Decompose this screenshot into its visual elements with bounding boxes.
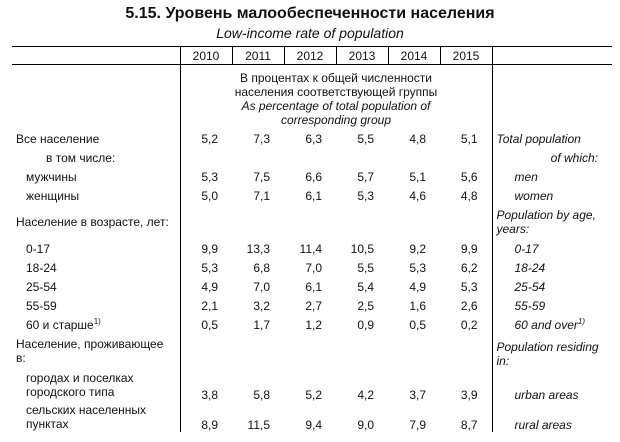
cell-value: 5,1 xyxy=(460,131,478,146)
cell-value: 1,7 xyxy=(253,317,270,332)
cell-value: 8,9 xyxy=(180,402,232,432)
row-label-ru-cell xyxy=(12,315,180,334)
cell-value: 11,5 xyxy=(247,418,270,432)
cell-value: 5,3 xyxy=(460,279,478,294)
row-label-ru: в том числе: xyxy=(46,150,116,165)
footnote-mark: 1) xyxy=(93,316,101,326)
row-label-en: Population by age, years: xyxy=(492,205,612,239)
table-row xyxy=(12,167,612,186)
year-header: 2014 xyxy=(388,47,440,65)
cell-value: 6,8 xyxy=(253,260,270,275)
cell-value: 6,2 xyxy=(460,260,478,275)
cell-value: 7,3 xyxy=(253,131,270,146)
cell-value: 2,5 xyxy=(357,298,374,313)
table-row xyxy=(12,368,612,402)
row-label-en: rural areas xyxy=(492,402,612,432)
cell-value: 5,1 xyxy=(409,169,426,184)
units-note-en: As percentage of total population of corresponding group xyxy=(241,99,431,127)
cell-value: 5,8 xyxy=(253,388,270,402)
cell-value: 6,1 xyxy=(305,188,322,203)
cell-value: 7,0 xyxy=(305,260,322,275)
cell-value: 2,1 xyxy=(180,296,232,315)
row-label-ru: 18-24 xyxy=(26,260,57,275)
cell-value: 0,2 xyxy=(460,317,478,332)
cell-value: 9,0 xyxy=(357,418,374,432)
row-label-en: 55-59 xyxy=(492,296,612,315)
table-row xyxy=(12,239,612,258)
row-label-ru: Население в возрасте, лет: xyxy=(16,215,169,229)
row-label-en: 60 and over xyxy=(514,317,578,332)
cell-value: 5,6 xyxy=(460,169,478,184)
cell-value: 9,9 xyxy=(460,241,478,256)
cell-value: 0,9 xyxy=(357,317,374,332)
cell-value: 4,2 xyxy=(357,388,374,402)
cell-value: 8,7 xyxy=(460,418,478,432)
table-row xyxy=(12,205,612,239)
row-label-en: 0-17 xyxy=(492,239,612,258)
cell-value: 6,6 xyxy=(305,169,322,184)
table-title: 5.15. Уровень малообеспеченности населения xyxy=(125,5,495,22)
table-row xyxy=(12,277,612,296)
table-row xyxy=(12,296,612,315)
cell-value: 4,6 xyxy=(409,188,426,203)
cell-value: 7,9 xyxy=(409,418,426,432)
cell-value: 3,8 xyxy=(180,368,232,402)
cell-value: 2,6 xyxy=(460,298,478,313)
cell-value: 5,3 xyxy=(180,258,232,277)
row-label-ru: 0-17 xyxy=(26,241,51,256)
row-label-ru: 60 и старше xyxy=(26,317,94,332)
cell-value: 1,6 xyxy=(409,298,426,313)
cell-value: 5,7 xyxy=(357,169,374,184)
cell-value: 4,8 xyxy=(409,131,426,146)
cell-value: 5,3 xyxy=(409,260,426,275)
cell-value: 5,3 xyxy=(357,188,374,203)
row-label-en-cell xyxy=(492,315,612,334)
row-label-ru: сельских населенных пунктах xyxy=(26,403,146,431)
cell-value: 5,4 xyxy=(357,279,374,294)
row-label-en: urban areas xyxy=(492,368,612,402)
year-header: 2013 xyxy=(336,47,388,65)
row-label-ru: мужчины xyxy=(26,169,77,184)
table-subtitle: Low-income rate of population xyxy=(216,25,404,41)
row-label-en: women xyxy=(492,186,612,205)
table-row xyxy=(12,258,612,277)
cell-value: 7,1 xyxy=(253,188,270,203)
cell-value: 9,4 xyxy=(305,418,322,432)
table-row xyxy=(12,186,612,205)
header-blank-right xyxy=(492,47,612,65)
cell-value: 5,2 xyxy=(180,129,232,148)
year-header: 2012 xyxy=(284,47,336,65)
table-row xyxy=(12,148,612,167)
row-label-ru: 25-54 xyxy=(26,279,57,294)
cell-value: 2,7 xyxy=(305,298,322,313)
cell-value: 6,1 xyxy=(305,279,322,294)
cell-value: 7,5 xyxy=(253,169,270,184)
footnote-mark: 1) xyxy=(577,316,586,326)
year-header: 2015 xyxy=(440,47,492,65)
cell-value: 5,5 xyxy=(357,131,374,146)
row-label-ru: 55-59 xyxy=(26,298,57,313)
cell-value: 5,5 xyxy=(357,260,374,275)
cell-value: 11,4 xyxy=(299,241,322,256)
row-label-en: of which: xyxy=(492,148,612,167)
cell-value: 0,5 xyxy=(180,315,232,334)
table-row xyxy=(12,334,612,368)
cell-value: 5,0 xyxy=(180,186,232,205)
cell-value: 3,7 xyxy=(409,388,426,402)
row-label-en: men xyxy=(492,167,612,186)
row-label-en: 18-24 xyxy=(492,258,612,277)
table-row xyxy=(12,402,612,432)
cell-value: 3,2 xyxy=(253,298,270,313)
low-income-table xyxy=(12,46,612,432)
table-row xyxy=(12,315,612,334)
cell-value: 0,5 xyxy=(409,317,426,332)
cell-value: 4,9 xyxy=(180,277,232,296)
units-note-row xyxy=(12,65,612,130)
row-label-en: Population residing in: xyxy=(492,334,612,368)
cell-value: 9,2 xyxy=(409,241,426,256)
table-row xyxy=(12,129,612,148)
cell-value: 4,8 xyxy=(460,188,478,203)
cell-value: 5,3 xyxy=(180,167,232,186)
header-row xyxy=(12,47,612,65)
cell-value: 10,5 xyxy=(350,241,374,256)
row-label-en: Total population xyxy=(492,129,612,148)
cell-value: 6,3 xyxy=(305,131,322,146)
year-header: 2011 xyxy=(232,47,284,65)
cell-value: 4,9 xyxy=(409,279,426,294)
cell-value: 1,2 xyxy=(305,317,322,332)
row-label-ru: городах и поселках городского типа xyxy=(26,371,134,399)
year-header: 2010 xyxy=(180,47,232,65)
cell-value: 13,3 xyxy=(246,241,270,256)
row-label-ru: Население, проживающее в: xyxy=(16,337,164,365)
row-label-ru: Все население xyxy=(16,131,100,146)
cell-value: 5,2 xyxy=(305,388,322,402)
units-note-ru: В процентах к общей численности населения соответствующей группы xyxy=(234,71,438,99)
row-label-en: 25-54 xyxy=(492,277,612,296)
header-blank xyxy=(12,47,180,65)
cell-value: 3,9 xyxy=(460,388,478,402)
cell-value: 7,0 xyxy=(253,279,270,294)
row-label-ru: женщины xyxy=(26,188,80,203)
cell-value: 9,9 xyxy=(180,239,232,258)
